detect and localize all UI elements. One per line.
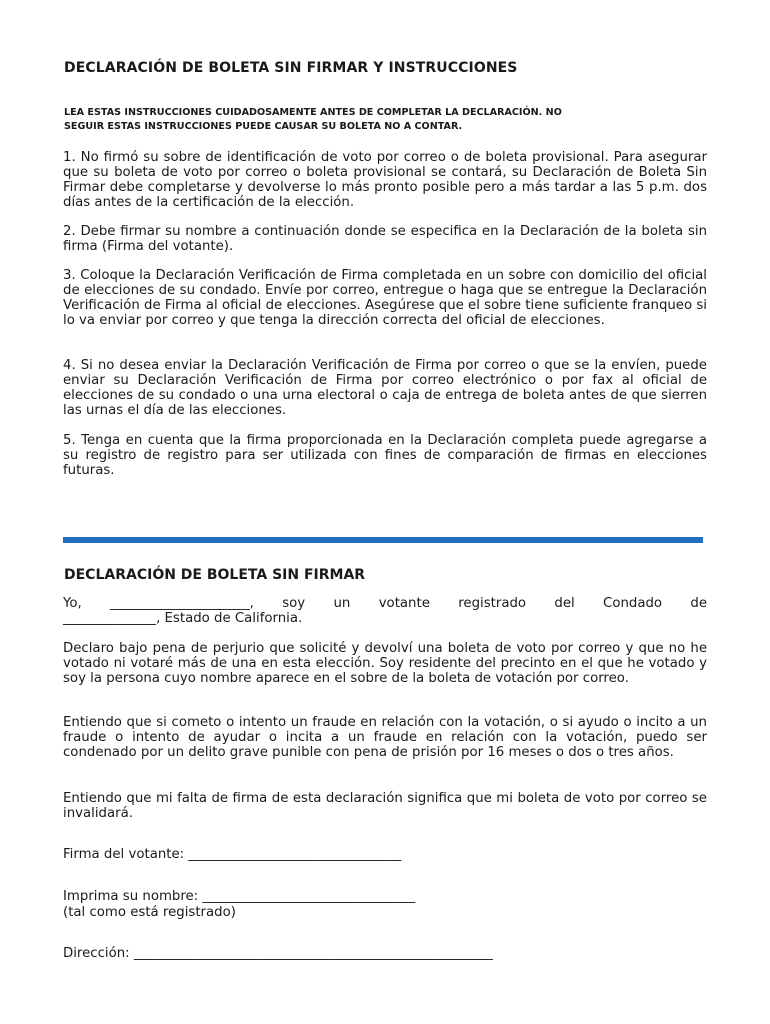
document-title: DECLARACIÓN DE BOLETA SIN FIRMAR Y INSTRUCCIONES xyxy=(64,60,518,76)
section-divider xyxy=(63,537,703,543)
word: Condado xyxy=(603,596,663,611)
voter-name-blank[interactable]: _____________________, xyxy=(110,596,254,611)
signature-field[interactable]: Firma del votante: ________________________________ xyxy=(63,847,402,862)
instruction-1: 1. No firmó su sobre de identificación de voto por correo o de boleta provisional. Para asegurar que su boleta de voto por correo o boleta provisional se contará, su Declaración de Boleta Sin Firmar debe completarse y devolverse lo más pronto posible pero a más tardar a las 5 p.m. dos días antes de la certificación de la elección. xyxy=(63,150,707,210)
word: registrado xyxy=(458,596,527,611)
warning-text: LEA ESTAS INSTRUCCIONES CUIDADOSAMENTE ANTES DE COMPLETAR LA DECLARACIÓN. NO SEGUIR ESTAS INSTRUCCIONES PUEDE CAUSAR SU BOLETA NO A CONTAR. xyxy=(64,107,562,132)
instruction-4: 4. Si no desea enviar la Declaración Verificación de Firma por correo o que se la envíen, puede enviar su Declaración Verificación de Firma por correo electrónico o por fax al oficial de elecciones de su condado o una urna electoral o caja de entrega de boleta antes de que sierren las urnas el día de las elecciones. xyxy=(63,358,707,418)
voter-identity-line-1 xyxy=(63,596,707,611)
address-field[interactable]: Dirección: ______________________________________________________ xyxy=(63,946,493,961)
word: de xyxy=(690,596,707,611)
declaration-title: DECLARACIÓN DE BOLETA SIN FIRMAR xyxy=(64,567,366,583)
instruction-3: 3. Coloque la Declaración Verificación de Firma completada en un sobre con domicilio del oficial de elecciones de su condado. Envíe por correo, entregue o haga que se entregue la Declaración Verificación de Firma al oficial de elecciones. Asegúrese que el sobre tiene suficiente franqueo si lo va enviar por correo y que tenga la dirección correcta del oficial de elecciones. xyxy=(63,268,707,328)
declaration-paragraph-1: Declaro bajo pena de perjurio que solicité y devolví una boleta de voto por correo y que no he votado ni votaré más de una en esta elección. Soy residente del precinto en el que he votado y soy la persona cuyo nombre aparece en el sobre de la boleta de votación por correo. xyxy=(63,641,707,686)
declaration-paragraph-2: Entiendo que si cometo o intento un fraude en relación con la votación, o si ayudo o incito a un fraude o intento de ayudar o incita a un fraude en relación con la votación, puedo ser condenado por un delito grave punible con pena de prisión por 16 meses o dos o tres años. xyxy=(63,715,707,760)
voter-identity-statement xyxy=(63,596,707,626)
word: votante xyxy=(378,596,430,611)
instruction-5: 5. Tenga en cuenta que la firma proporcionada en la Declaración completa puede agregarse a su registro de registro para ser utilizada con fines de comparación de firmas en elecciones futuras. xyxy=(63,433,707,478)
word: Yo, xyxy=(63,596,82,611)
word: soy xyxy=(282,596,306,611)
word: del xyxy=(554,596,575,611)
county-blank-line[interactable]: ______________, Estado de California. xyxy=(63,611,303,626)
instruction-2: 2. Debe firmar su nombre a continuación donde se especifica en la Declaración de la boleta sin firma (Firma del votante). xyxy=(63,224,707,254)
print-name-field[interactable]: Imprima su nombre: ________________________________ xyxy=(63,889,416,904)
declaration-paragraph-3: Entiendo que mi falta de firma de esta declaración significa que mi boleta de voto por correo se invalidará. xyxy=(63,791,707,821)
word: un xyxy=(333,596,351,611)
print-name-note: (tal como está registrado) xyxy=(63,905,236,920)
